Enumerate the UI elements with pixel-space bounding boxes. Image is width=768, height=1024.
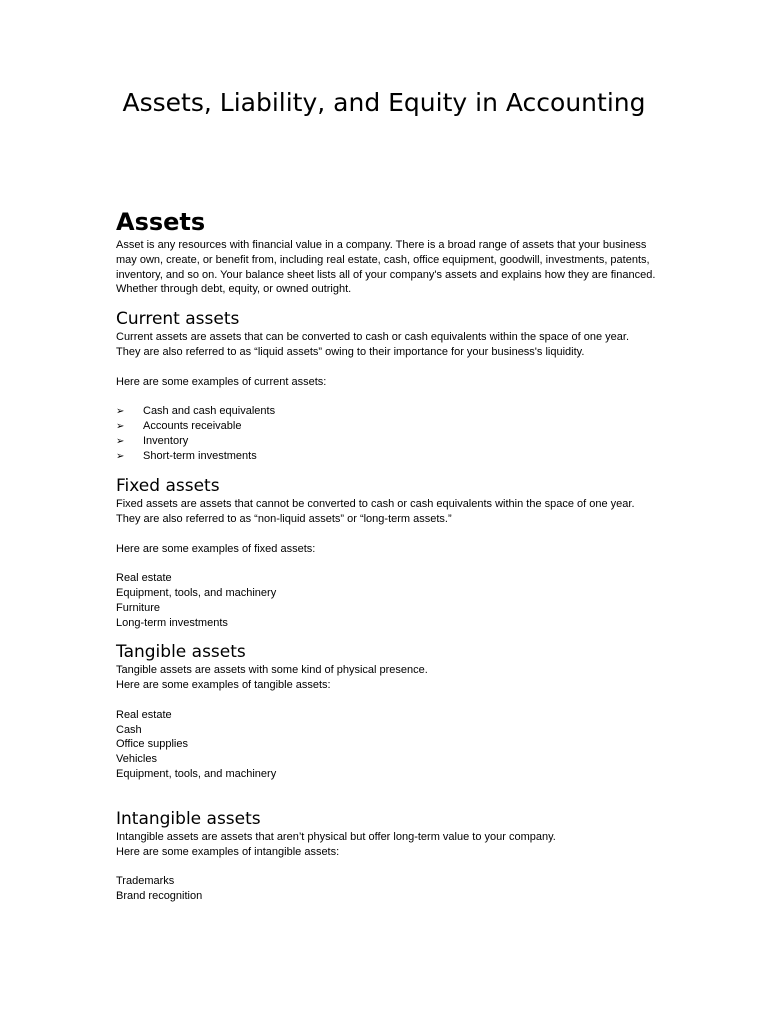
document-body xyxy=(116,206,656,904)
list-item: ➢ Short-term investments xyxy=(116,450,257,463)
arrowhead-bullet-icon: ➢ xyxy=(116,436,125,448)
arrowhead-bullet-icon: ➢ xyxy=(116,421,125,433)
fixed-assets-description: Fixed assets are assets that cannot be converted to cash or cash equivalents within the space of one year. They are also referred to as “non-liquid assets” or “long-term assets.” xyxy=(116,498,635,525)
arrowhead-bullet-icon: ➢ xyxy=(116,406,125,418)
list-item: Brand recognition xyxy=(116,889,203,902)
tangible-assets-examples-intro: Here are some examples of tangible assets: xyxy=(116,679,331,692)
fixed-assets-heading: Fixed assets xyxy=(116,476,220,497)
list-item: Equipment, tools, and machinery xyxy=(116,767,277,780)
list-item: Equipment, tools, and machinery xyxy=(116,586,277,599)
list-item: Real estate xyxy=(116,708,172,721)
document-title: Assets, Liability, and Equity in Accounting xyxy=(122,88,646,117)
list-item: Furniture xyxy=(116,601,161,614)
current-assets-heading: Current assets xyxy=(116,309,240,330)
tangible-assets-list xyxy=(116,708,656,782)
tangible-assets-heading: Tangible assets xyxy=(116,642,246,663)
current-assets-examples-intro: Here are some examples of current assets: xyxy=(116,375,327,388)
fixed-assets-examples-intro: Here are some examples of fixed assets: xyxy=(116,542,316,555)
intangible-assets-list xyxy=(116,874,656,904)
list-item: Vehicles xyxy=(116,753,157,766)
arrowhead-bullet-icon: ➢ xyxy=(116,451,125,463)
list-item: ➢ Cash and cash equivalents xyxy=(116,405,276,418)
intangible-assets-heading: Intangible assets xyxy=(116,808,261,829)
tangible-assets-description: Tangible assets are assets with some kind of physical presence. xyxy=(116,664,428,677)
list-item: Office supplies xyxy=(116,738,188,751)
current-assets-list xyxy=(116,404,656,464)
assets-heading: Assets xyxy=(116,208,206,236)
list-item: ➢ Accounts receivable xyxy=(116,420,242,433)
assets-intro: Asset is any resources with financial value in a company. There is a broad range of assets that your business may own, create, or benefit from, including real estate, cash, office equipment, goodwill, investments, patents, inventory, and so on. Your balance sheet lists all of your company's assets and explains how they are financed. Whether through debt, equity, or owned outright. xyxy=(116,239,656,296)
intangible-assets-examples-intro: Here are some examples of intangible assets: xyxy=(116,845,340,858)
list-item: Cash xyxy=(116,723,142,736)
list-item: ➢ Inventory xyxy=(116,435,189,448)
intangible-assets-description: Intangible assets are assets that aren’t physical but offer long-term value to your company. xyxy=(116,830,556,843)
list-item: Long-term investments xyxy=(116,616,228,629)
current-assets-description: Current assets are assets that can be converted to cash or cash equivalents within the space of one year. They are also referred to as “liquid assets” owing to their importance for your business's liquidity. xyxy=(116,331,630,358)
list-item: Real estate xyxy=(116,572,172,585)
list-item: Trademarks xyxy=(116,875,175,888)
fixed-assets-list xyxy=(116,571,656,630)
